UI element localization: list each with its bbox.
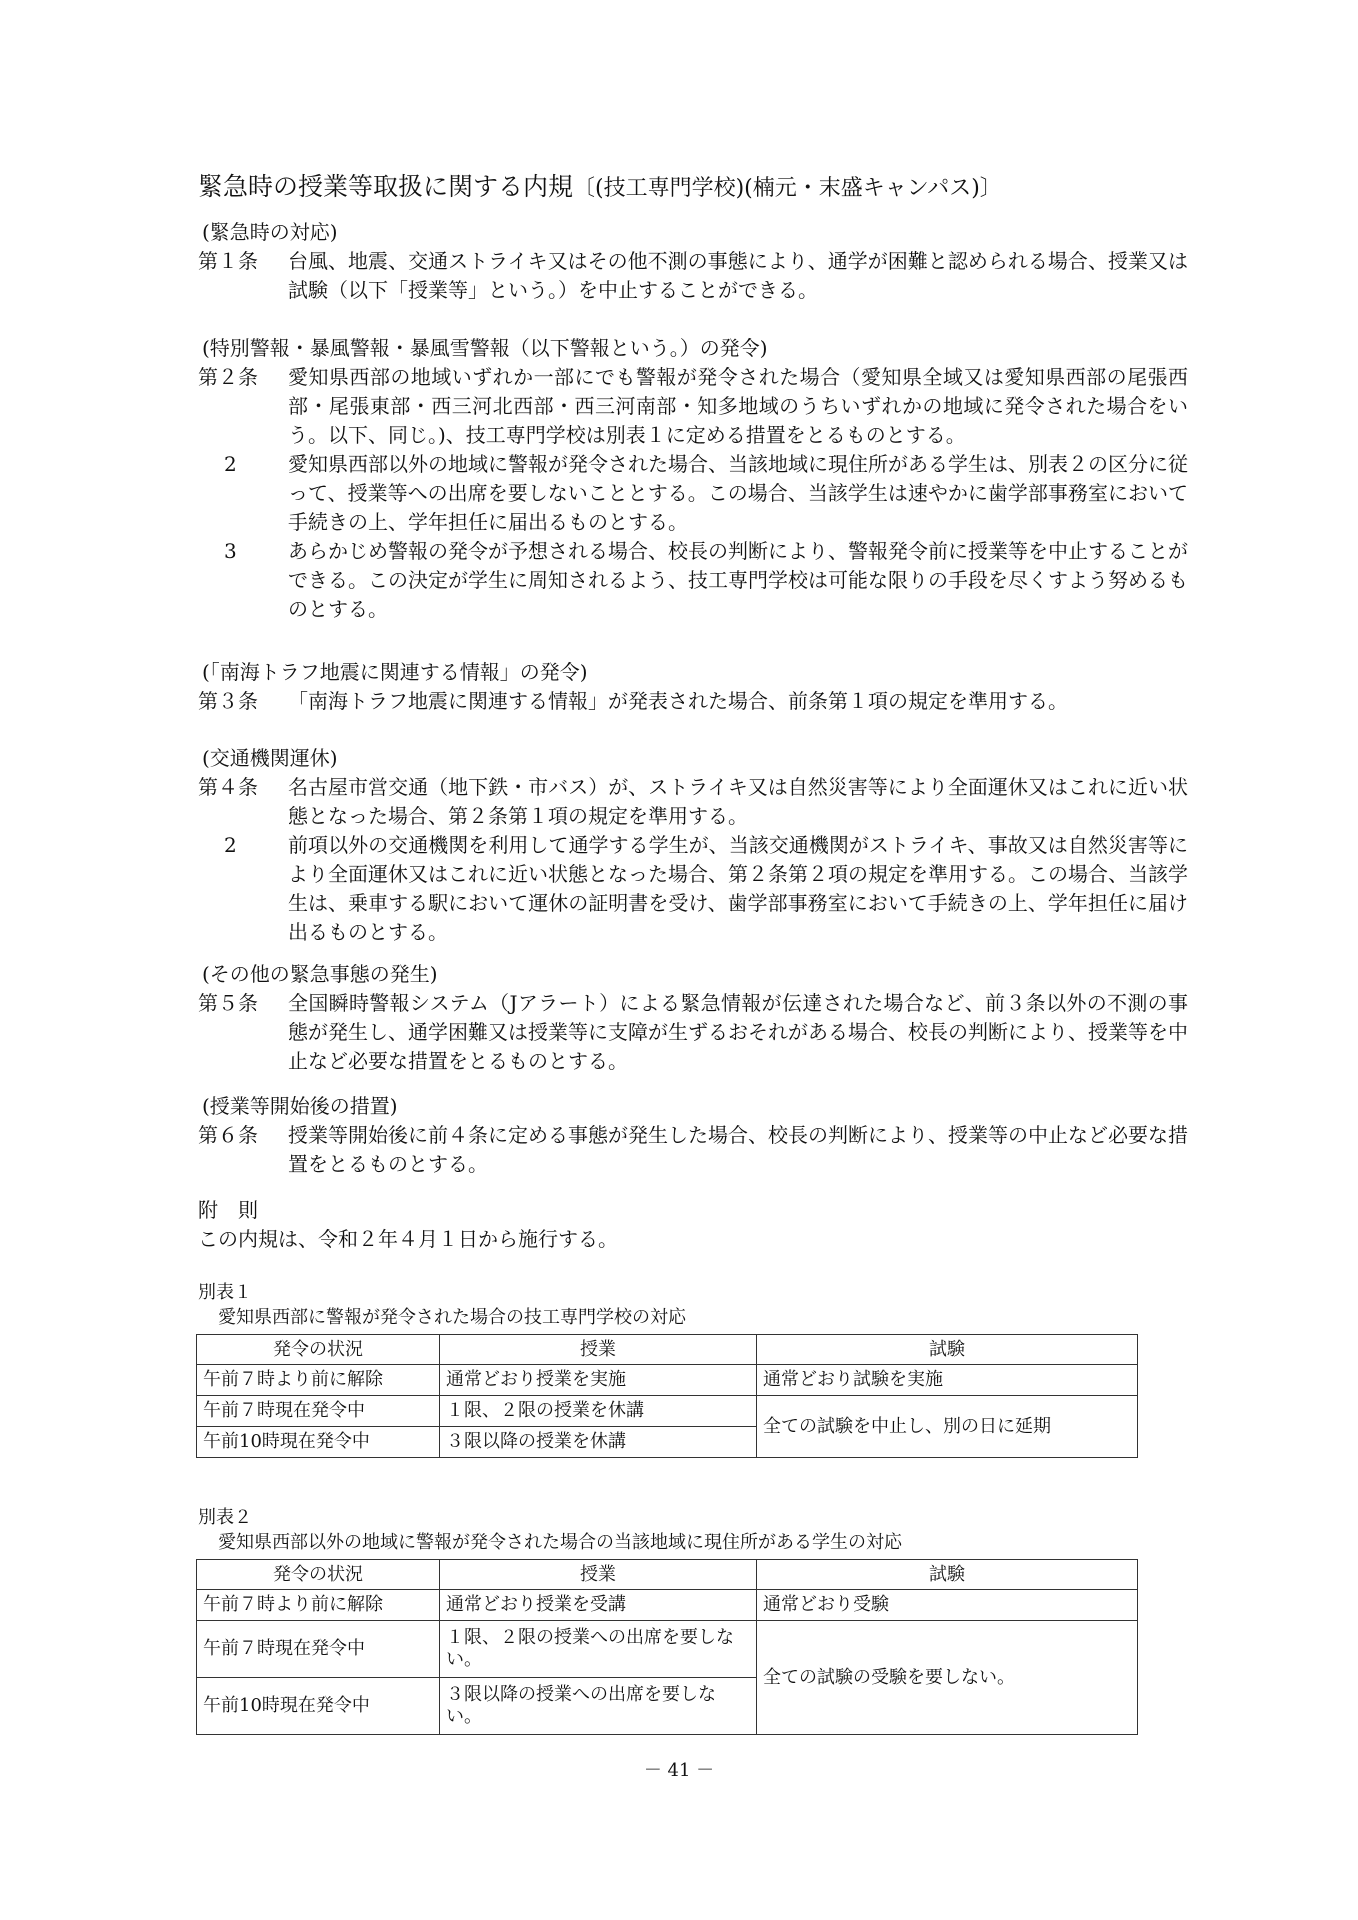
- article-heading: (交通機関運休): [202, 746, 338, 770]
- paragraph-number: 2: [224, 452, 237, 476]
- table-cell-merged: 全ての試験の受験を要しない。: [757, 1621, 1138, 1735]
- table-cell: ３限以降の授業を休講: [440, 1427, 757, 1458]
- article-paragraph: [198, 450, 1198, 537]
- header-cell: 発令の状況: [197, 1335, 440, 1365]
- article-3: [198, 658, 1198, 716]
- table1-caption: 愛知県西部に警報が発令された場合の技工専門学校の対応: [218, 1307, 686, 1328]
- table-cell: 通常どおり授業を受講: [440, 1590, 757, 1621]
- article-heading: (「南海トラフ地震に関連する情報」の発令): [202, 660, 588, 684]
- header-cell: 授業: [440, 1560, 757, 1590]
- article-label: 第６条: [198, 1123, 258, 1147]
- article-heading: (その他の緊急事態の発生): [202, 962, 438, 986]
- article-heading: (特別警報・暴風警報・暴風雪警報（以下警報という。）の発令): [202, 336, 768, 360]
- article-label: 第１条: [198, 249, 258, 273]
- article-1: [198, 218, 1198, 305]
- article-paragraph: [198, 831, 1198, 947]
- table-row: [197, 1396, 1138, 1427]
- table1: [196, 1334, 1138, 1458]
- article-paragraph: [198, 537, 1198, 624]
- header-cell: 試験: [757, 1560, 1138, 1590]
- table-cell: 午前10時現在発令中: [197, 1678, 440, 1735]
- supplementary-text: この内規は、令和２年４月１日から施行する。: [198, 1227, 618, 1251]
- table-cell: 午前７時現在発令中: [197, 1396, 440, 1427]
- supplementary-heading: 附 則: [198, 1198, 258, 1222]
- table-header-row: [197, 1335, 1138, 1365]
- article-paragraph: [198, 687, 1198, 716]
- table-cell: 通常どおり試験を実施: [757, 1365, 1138, 1396]
- article-paragraph: [198, 773, 1198, 831]
- article-paragraph: [198, 989, 1198, 1076]
- article-paragraph: [198, 363, 1198, 450]
- article-text: 前項以外の交通機関を利用して通学する学生が、当該交通機関がストライキ、事故又は自然災害等により全面運休又はこれに近い状態となった場合、第２条第２項の規定を準用する。この場合、当該学生は、乗車する駅において運休の証明書を受け、歯学部事務室において手続きの上、学年担任に届け出るものとする。: [288, 833, 1188, 944]
- article-text: 台風、地震、交通ストライキ又はその他不測の事態により、通学が困難と認められる場合、授業又は試験（以下「授業等」という。）を中止することができる。: [288, 249, 1188, 302]
- title-main: 緊急時の授業等取扱に関する内規: [198, 172, 574, 201]
- article-5: [198, 960, 1198, 1076]
- table-cell: 午前７時より前に解除: [197, 1590, 440, 1621]
- header-cell: 試験: [757, 1335, 1138, 1365]
- article-text: 「南海トラフ地震に関連する情報」が発表された場合、前条第１項の規定を準用する。: [288, 689, 1068, 713]
- table-row: [197, 1621, 1138, 1678]
- table-row: [197, 1590, 1138, 1621]
- table-cell: 通常どおり授業を実施: [440, 1365, 757, 1396]
- article-6: [198, 1092, 1198, 1179]
- table-cell: 午前７時現在発令中: [197, 1621, 440, 1678]
- article-paragraph: [198, 247, 1198, 305]
- table-cell: 午前10時現在発令中: [197, 1427, 440, 1458]
- article-text: 愛知県西部以外の地域に警報が発令された場合、当該地域に現住所がある学生は、別表２の区分に従って、授業等への出席を要しないこととする。この場合、当該学生は速やかに歯学部事務室において手続きの上、学年担任に届出るものとする。: [288, 452, 1188, 534]
- table-row: [197, 1365, 1138, 1396]
- table-cell: １限、２限の授業を休講: [440, 1396, 757, 1427]
- table1-label: 別表１: [198, 1282, 252, 1303]
- table-cell: ３限以降の授業への出席を要しない。: [440, 1678, 757, 1735]
- table2-caption: 愛知県西部以外の地域に警報が発令された場合の当該地域に現住所がある学生の対応: [218, 1532, 902, 1553]
- table2: [196, 1559, 1138, 1735]
- table-cell-merged: 全ての試験を中止し、別の日に延期: [757, 1396, 1138, 1458]
- table-header-row: [197, 1560, 1138, 1590]
- article-2: [198, 334, 1198, 624]
- table-cell: 通常どおり受験: [757, 1590, 1138, 1621]
- article-label: 第５条: [198, 991, 258, 1015]
- page-number: － 41 －: [643, 1760, 715, 1781]
- article-text: 愛知県西部の地域いずれか一部にでも警報が発令された場合（愛知県全域又は愛知県西部の尾張西部・尾張東部・西三河北西部・西三河南部・知多地域のうちいずれかの地域に発令された場合をいう。以下、同じ。)、技工専門学校は別表１に定める措置をとるものとする。: [288, 365, 1188, 447]
- article-heading: (緊急時の対応): [202, 220, 338, 244]
- paragraph-number: 3: [224, 539, 237, 563]
- title-sub: 〔(技工専門学校)(楠元・末盛キャンパス)〕: [573, 176, 1002, 201]
- header-cell: 授業: [440, 1335, 757, 1365]
- header-cell: 発令の状況: [197, 1560, 440, 1590]
- article-text: 全国瞬時警報システム（Jアラート）による緊急情報が伝達された場合など、前３条以外の不測の事態が発生し、通学困難又は授業等に支障が生ずるおそれがある場合、校長の判断により、授業等を中止など必要な措置をとるものとする。: [288, 991, 1188, 1073]
- article-text: 授業等開始後に前４条に定める事態が発生した場合、校長の判断により、授業等の中止など必要な措置をとるものとする。: [288, 1123, 1188, 1176]
- article-text: あらかじめ警報の発令が予想される場合、校長の判断により、警報発令前に授業等を中止することができる。この決定が学生に周知されるよう、技工専門学校は可能な限りの手段を尽くすよう努めるものとする。: [288, 539, 1188, 621]
- paragraph-number: 2: [224, 833, 237, 857]
- article-label: 第４条: [198, 775, 258, 799]
- article-label: 第３条: [198, 689, 258, 713]
- table-cell: １限、２限の授業への出席を要しない。: [440, 1621, 757, 1678]
- article-heading: (授業等開始後の措置): [202, 1094, 398, 1118]
- article-paragraph: [198, 1121, 1198, 1179]
- article-text: 名古屋市営交通（地下鉄・市バス）が、ストライキ又は自然災害等により全面運休又はこれに近い状態となった場合、第２条第１項の規定を準用する。: [288, 775, 1188, 828]
- article-4: [198, 744, 1198, 947]
- table-cell: 午前７時より前に解除: [197, 1365, 440, 1396]
- article-label: 第２条: [198, 365, 258, 389]
- table2-label: 別表２: [198, 1507, 252, 1528]
- document-title: [198, 170, 1198, 206]
